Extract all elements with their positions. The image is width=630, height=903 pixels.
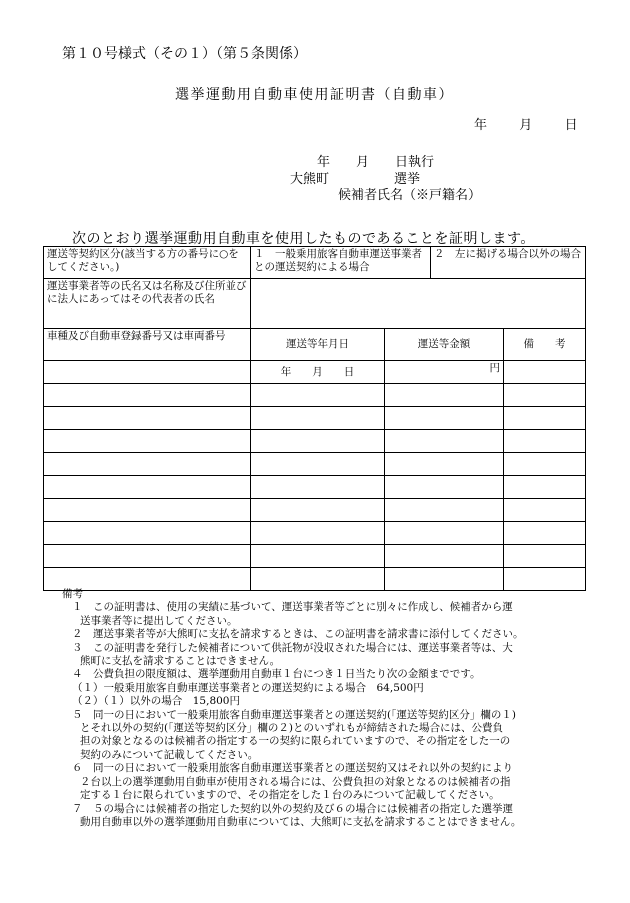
date-cell[interactable] — [251, 476, 385, 499]
note-line: 動用自動車以外の選挙運動用自動車については、大熊町に支払を請求することはできません。 — [80, 815, 522, 828]
vehicle-cell[interactable] — [44, 361, 251, 384]
issue-date-day: 日 — [564, 118, 578, 133]
remarks-cell[interactable] — [504, 361, 586, 384]
note-line: （１）一般乗用旅客自動車運送事業者との運送契約による場合 64,500円 — [72, 681, 424, 694]
vehicle-cell[interactable] — [44, 430, 251, 453]
note-line: ６ 同一の日において一般乗用旅客自動車運送事業者との運送契約又はそれ以外の契約により — [72, 762, 513, 775]
issue-date-year: 年 — [474, 118, 488, 133]
amount-cell[interactable] — [385, 384, 504, 407]
amount-cell[interactable]: 円 — [385, 361, 504, 384]
election-name: 大熊町 選挙 — [290, 172, 421, 187]
note-line: 熊町に支払を請求することはできません。 — [80, 655, 281, 668]
amount-cell[interactable] — [385, 499, 504, 522]
col-amount-header: 運送等金額 — [385, 329, 504, 361]
date-cell[interactable]: 年 月 日 — [251, 361, 385, 384]
issue-date-month: 月 — [519, 118, 533, 133]
vehicle-cell[interactable] — [44, 545, 251, 568]
note-line: とそれ以外の契約(「運送等契約区分」欄の２)とのいずれもが締結された場合には、公費負 — [80, 722, 503, 735]
note-line: 定する１台に限られていますので、その指定をした１台のみについて記載してください。 — [80, 789, 500, 802]
amount-cell[interactable] — [385, 545, 504, 568]
date-cell[interactable] — [251, 545, 385, 568]
issue-date — [474, 114, 578, 133]
remarks-cell[interactable] — [504, 499, 586, 522]
note-line: ２台以上の選挙運動用自動車が使用される場合には、公費負担の対象となるのは候補者の指 — [80, 775, 511, 788]
contract-option-2[interactable]: ２ 左に掲げる場合以外の場合 — [431, 247, 586, 279]
remarks-cell[interactable] — [504, 430, 586, 453]
amount-cell[interactable] — [385, 522, 504, 545]
vehicle-cell[interactable] — [44, 384, 251, 407]
table-row — [44, 476, 586, 499]
note-line: 送事業者等に提出してください。 — [80, 614, 238, 627]
amount-cell[interactable] — [385, 430, 504, 453]
remarks-cell[interactable] — [504, 407, 586, 430]
col-vehicle-header: 車種及び自動車登録番号又は車両番号 — [44, 329, 251, 361]
intro-statement: 次のとおり選挙運動用自動車を使用したものであることを証明します。 — [72, 231, 535, 247]
vehicle-cell[interactable] — [44, 453, 251, 476]
vehicle-cell[interactable] — [44, 476, 251, 499]
note-line: 担の対象となるのは候補者の指定する一の契約に限られていますので、その指定をした一の — [80, 735, 511, 748]
remarks-cell[interactable] — [504, 476, 586, 499]
vehicle-cell[interactable] — [44, 522, 251, 545]
table-row — [44, 522, 586, 545]
table-row — [44, 407, 586, 430]
remarks-cell[interactable] — [504, 384, 586, 407]
candidate-name-label: 候補者氏名（※戸籍名） — [338, 188, 482, 203]
certificate-table — [43, 246, 586, 591]
note-line: １ この証明書は、使用の実績に基づいて、運送事業者等ごとに別々に作成し、候補者から運 — [72, 601, 513, 614]
vehicle-cell[interactable] — [44, 499, 251, 522]
table-row — [44, 545, 586, 568]
note-line: 契約のみについて記載してください。 — [80, 748, 259, 761]
carrier-field[interactable] — [251, 279, 586, 329]
document-title: 選挙運動用自動車使用証明書（自動車） — [175, 87, 454, 103]
note-line: ３ この証明書を発行した候補者について供託物が没収された場合には、運送事業者等は、大 — [72, 641, 513, 654]
table-row — [44, 361, 586, 384]
date-cell[interactable] — [251, 499, 385, 522]
notes-heading: 備考 — [62, 588, 83, 600]
note-line: （２）（１）以外の場合 15,800円 — [72, 695, 240, 708]
date-cell[interactable] — [251, 522, 385, 545]
contract-option-1[interactable]: １ 一般乗用旅客自動車運送事業者との運送契約による場合 — [251, 247, 431, 279]
notes-section — [62, 588, 582, 829]
contract-type-label: 運送等契約区分(該当する方の番号に○をしてください。) — [44, 247, 251, 279]
table-row — [44, 453, 586, 476]
vehicle-cell[interactable] — [44, 407, 251, 430]
table-row — [44, 430, 586, 453]
remarks-cell[interactable] — [504, 545, 586, 568]
note-line: ４ 公費負担の限度額は、選挙運動用自動車１台につき１日当たり次の金額までです。 — [72, 668, 481, 681]
remarks-cell[interactable] — [504, 522, 586, 545]
note-line: ５ 同一の日において一般乗用旅客自動車運送事業者との運送契約(「運送等契約区分」欄の１) — [72, 708, 516, 721]
date-cell[interactable] — [251, 430, 385, 453]
date-cell[interactable] — [251, 407, 385, 430]
remarks-cell[interactable] — [504, 453, 586, 476]
date-cell[interactable] — [251, 384, 385, 407]
col-remarks-header: 備 考 — [504, 329, 586, 361]
carrier-label: 運送事業者等の氏名又は名称及び住所並びに法人にあってはその代表者の氏名 — [44, 279, 251, 329]
note-line: ７ ５の場合には候補者の指定した契約以外の契約及び６の場合には候補者の指定した選挙運 — [72, 802, 513, 815]
election-date: 年 月 日執行 — [317, 155, 435, 170]
amount-cell[interactable] — [385, 407, 504, 430]
table-row — [44, 384, 586, 407]
table-row — [44, 499, 586, 522]
amount-cell[interactable] — [385, 453, 504, 476]
amount-cell[interactable] — [385, 476, 504, 499]
date-cell[interactable] — [251, 453, 385, 476]
form-number: 第１０号様式（その１）（第５条関係） — [62, 46, 307, 62]
note-line: ２ 運送事業者等が大熊町に支払を請求するときは、この証明書を請求書に添付してください。 — [72, 628, 524, 641]
col-date-header: 運送等年月日 — [251, 329, 385, 361]
